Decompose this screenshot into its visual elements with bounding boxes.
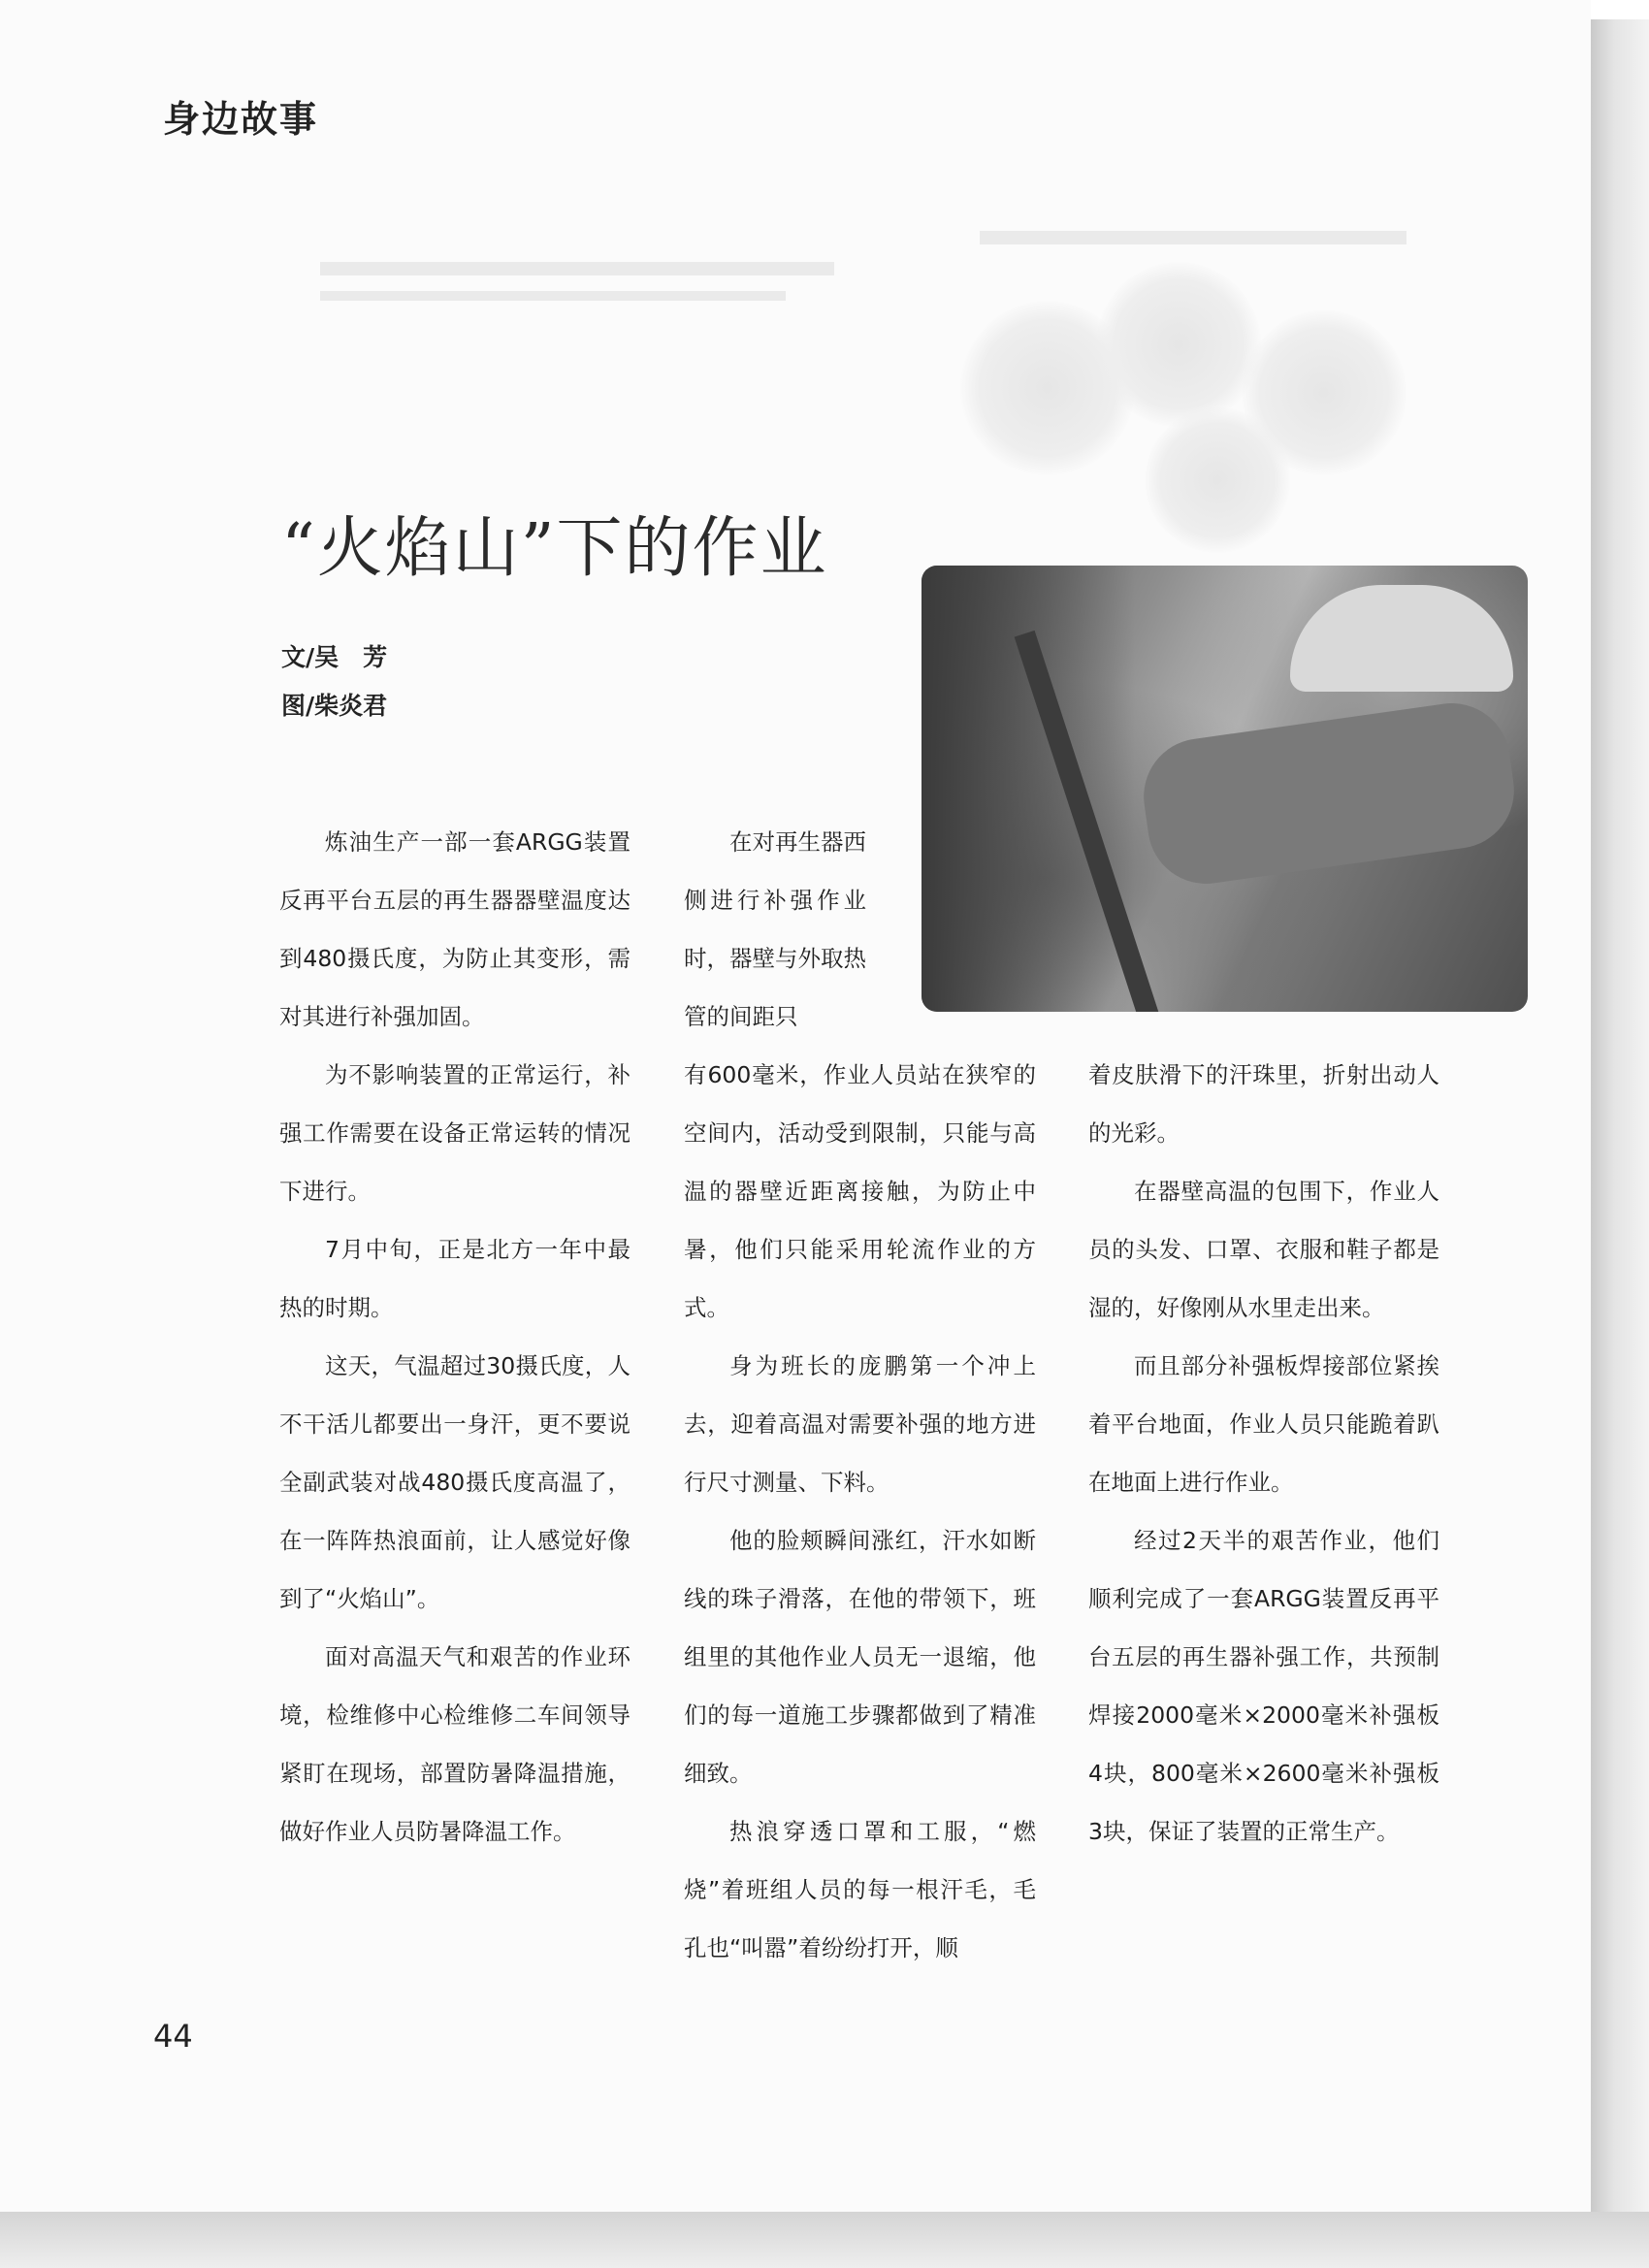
article-column-2-top [684,813,866,1046]
paragraph: 炼油生产一部一套ARGG装置反再平台五层的再生器器壁温度达到480摄氏度，为防止其变形，需对其进行补强加固。 [279,828,630,1030]
photo-credit: 图/柴炎君 [281,692,388,720]
paragraph: 有600毫米，作业人员站在狭窄的空间内，活动受到限制，只能与高温的器壁近距离接触，为防止中暑，他们只能采用轮流作业的方式。 [684,1061,1036,1321]
background-decoration [1096,262,1261,427]
paragraph: 经过2天半的艰苦作业，他们顺利完成了一套ARGG装置反再平台五层的再生器补强工作，共预制焊接2000毫米×2000毫米补强板4块，800毫米×2600毫米补强板3块，保证了装置的正常生产。 [1088,1527,1439,1845]
paragraph: 7月中旬，正是北方一年中最热的时期。 [279,1236,630,1321]
background-decoration [980,231,1406,244]
author-credit: 文/吴 芳 [281,643,388,671]
section-label: 身边故事 [163,98,319,141]
background-decoration [1145,407,1290,553]
article-column-1 [279,813,630,1861]
paragraph: 着皮肤滑下的汗珠里，折射出动人的光彩。 [1088,1061,1439,1147]
paragraph: 在器壁高温的包围下，作业人员的头发、口罩、衣服和鞋子都是湿的，好像刚从水里走出来。 [1088,1178,1439,1321]
scan-edge-right [1591,19,1649,2212]
paragraph: 而且部分补强板焊接部位紧挨着平台地面，作业人员只能跪着趴在地面上进行作业。 [1088,1352,1439,1496]
worker-photo [922,566,1528,1012]
background-decoration [320,262,834,275]
page-number: 44 [153,2018,193,2055]
paragraph: 这天，气温超过30摄氏度，人不干活儿都要出一身汗，更不要说全副武装对战480摄氏度高温了，在一阵阵热浪面前，让人感觉好像到了“火焰山”。 [279,1352,630,1612]
article-column-3 [1088,1046,1439,1861]
paragraph: 他的脸颊瞬间涨红，汗水如断线的珠子滑落，在他的带领下，班组里的其他作业人员无一退缩，他们的每一道施工步骤都做到了精准细致。 [684,1527,1036,1787]
paragraph: 在对再生器西侧进行补强作业时，器壁与外取热管的间距只 [684,828,866,1030]
paragraph: 为不影响装置的正常运行，补强工作需要在设备正常运转的情况下进行。 [279,1061,630,1205]
paragraph: 面对高温天气和艰苦的作业环境，检维修中心检维修二车间领导紧盯在现场，部置防暑降温措施，做好作业人员防暑降温工作。 [279,1643,630,1845]
paragraph: 身为班长的庞鹏第一个冲上去，迎着高温对需要补强的地方进行尺寸测量、下料。 [684,1352,1036,1496]
background-decoration [320,291,786,301]
article-column-2 [684,1046,1036,1977]
article-title: “火焰山”下的作业 [281,509,828,587]
paragraph: 热浪穿透口罩和工服，“燃烧”着班组人员的每一根汗毛，毛孔也“叫嚣”着纷纷打开，顺 [684,1818,1036,1961]
scan-edge-bottom [0,2212,1649,2268]
